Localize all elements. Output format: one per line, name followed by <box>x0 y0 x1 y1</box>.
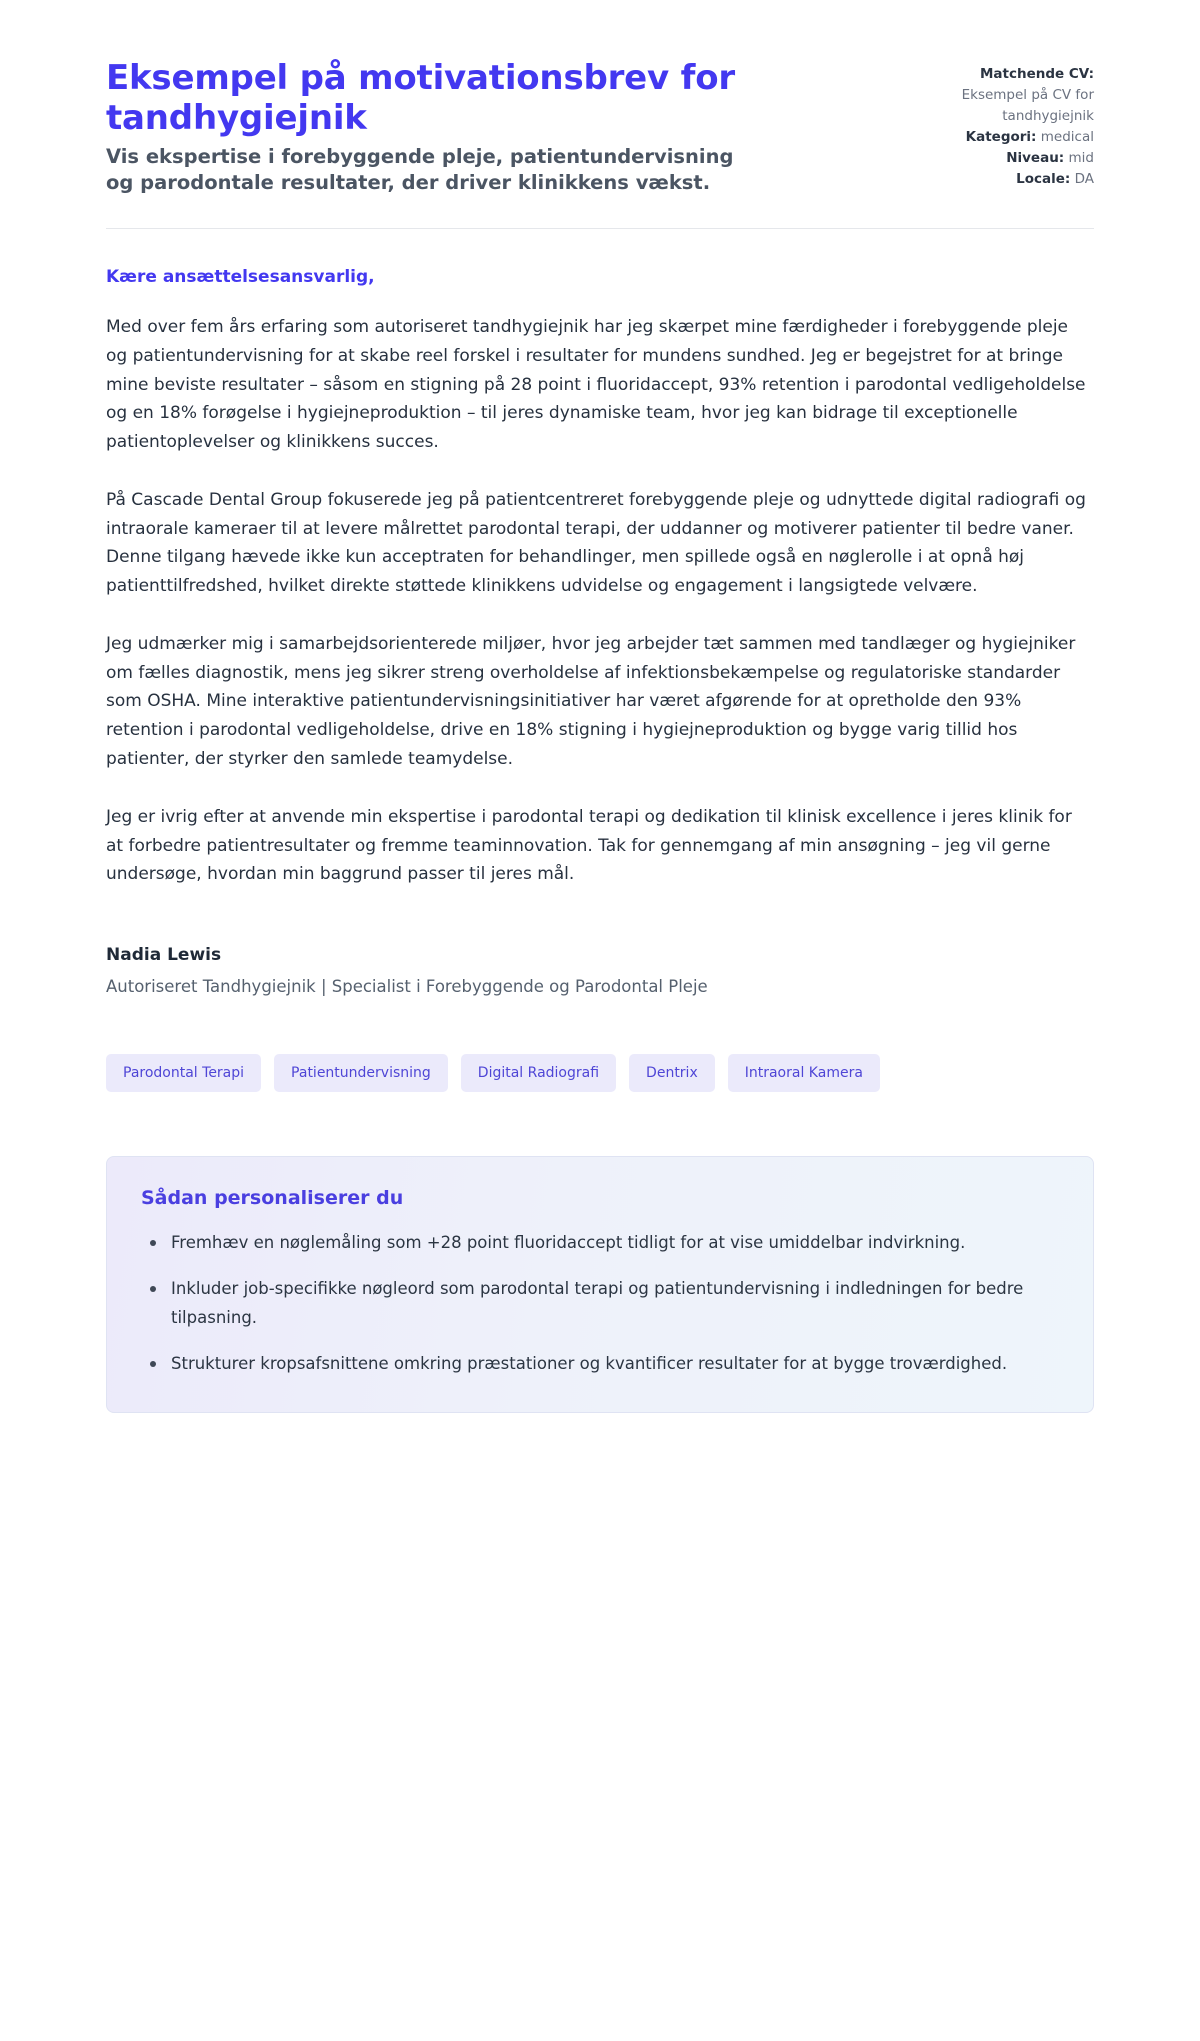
signature-name: Nadia Lewis <box>106 944 222 965</box>
tips-list-item: Fremhæv en nøglemåling som +28 point fluoridaccept tidligt for at vise umiddelbar indvirkning. <box>167 1229 1059 1257</box>
letter-salutation: Kære ansættelsesansvarlig, <box>106 267 375 288</box>
page-subtitle: Vis ekspertise i forebyggende pleje, patientundervisning og parodontale resultater, der driver klinikkens vækst. <box>106 145 734 195</box>
skill-tag[interactable]: Patientundervisning <box>274 1054 448 1092</box>
meta-matching-cv-value-row <box>894 85 1094 126</box>
document-header <box>106 48 1094 196</box>
meta-level-label: Niveau: <box>1006 150 1065 166</box>
meta-locale-label: Locale: <box>1016 171 1071 188</box>
page-title: Eksempel på motivationsbrev for tandhygiejnik <box>106 58 735 139</box>
meta-matching-cv-value[interactable]: Eksempel på CV for tandhygiejnik <box>961 87 1094 124</box>
meta-matching-cv <box>894 64 1094 84</box>
personalization-tips-panel <box>106 1156 1094 1414</box>
cover-letter-body <box>106 229 1094 1413</box>
letter-paragraph: Med over fem års erfaring som autoriseret tandhygiejnik har jeg skærpet mine færdigheder i forebyggende pleje og patientundervisning for at skabe reel forskel i resultater for mundens sundhed. Jeg er begejstret for at bringe mine beviste resultater – såsom en stigning på 28 point i fluoridaccept, 93% retention i parodontal vedligeholdelse og en 18% forøgelse i hygiejneproduktion – til jeres dynamiske team, hvor jeg kan bidrage til exceptionelle patientoplevelser og klinikkens succes. <box>106 317 1086 452</box>
meta-locale <box>894 169 1094 189</box>
meta-level-value: mid <box>1068 150 1094 166</box>
document-metadata <box>894 58 1094 191</box>
skill-tag[interactable]: Intraoral Kamera <box>728 1054 880 1092</box>
signature-role: Autoriseret Tandhygiejnik | Specialist i Forebyggende og Parodontal Pleje <box>106 976 708 996</box>
letter-paragraph: Jeg er ivrig efter at anvende min ekspertise i parodontal terapi og dedikation til klinisk excellence i jeres klinik for at forbedre patientresultater og fremme teaminnovation. Tak for gennemgang af min ansøgning – jeg vil gerne undersøge, hvordan min baggrund passer til jeres mål. <box>106 807 1072 885</box>
letter-paragraph: Jeg udmærker mig i samarbejdsorienterede miljøer, hvor jeg arbejder tæt sammen med tandlæger og hygiejniker om fælles diagnostik, mens jeg sikrer streng overholdelse af infektionsbekæmpelse og regulatoriske standarder som OSHA. Mine interaktive patientundervisningsinitiativer har været afgørende for at opretholde den 93% retention i parodontal vedligeholdelse, drive en 18% stigning i hygiejneproduktion og bygge varig tillid hos patienter, der styrker den samlede teamydelse. <box>106 634 1076 769</box>
tips-list-item: Strukturer kropsafsnittene omkring præstationer og kvantificer resultater for at bygge troværdighed. <box>167 1350 1059 1378</box>
tips-list <box>141 1229 1059 1379</box>
skill-tag[interactable]: Parodontal Terapi <box>106 1054 261 1092</box>
meta-locale-value: DA <box>1074 171 1094 188</box>
tips-panel-title: Sådan personaliserer du <box>141 1186 404 1209</box>
skill-tag[interactable]: Digital Radiografi <box>461 1054 616 1092</box>
skill-tag[interactable]: Dentrix <box>629 1054 715 1092</box>
meta-matching-cv-label: Matchende CV: <box>979 66 1094 82</box>
meta-category <box>894 127 1094 147</box>
header-title-block <box>106 58 846 196</box>
meta-category-label: Kategori: <box>965 128 1037 145</box>
letter-paragraph: På Cascade Dental Group fokuserede jeg på patientcentreret forebyggende pleje og udnyttede digital radiografi og intraorale kameraer til at levere målrettet parodontal terapi, der uddanner og motiverer patienter til bedre vaner. Denne tilgang hævede ikke kun acceptraten for behandlinger, men spillede også en nøglerolle i at opnå høj patienttilfredshed, hvilket direkte støttede klinikkens udvidelse og engagement i langsigtede velvære. <box>106 490 1086 596</box>
meta-category-value: medical <box>1040 128 1094 145</box>
meta-level <box>894 148 1094 168</box>
signature-block <box>106 945 1094 996</box>
tips-list-item: Inkluder job-specifikke nøgleord som parodontal terapi og patientundervisning i indledningen for bedre tilpasning. <box>167 1275 1059 1332</box>
skill-tag-list <box>106 1054 1094 1092</box>
